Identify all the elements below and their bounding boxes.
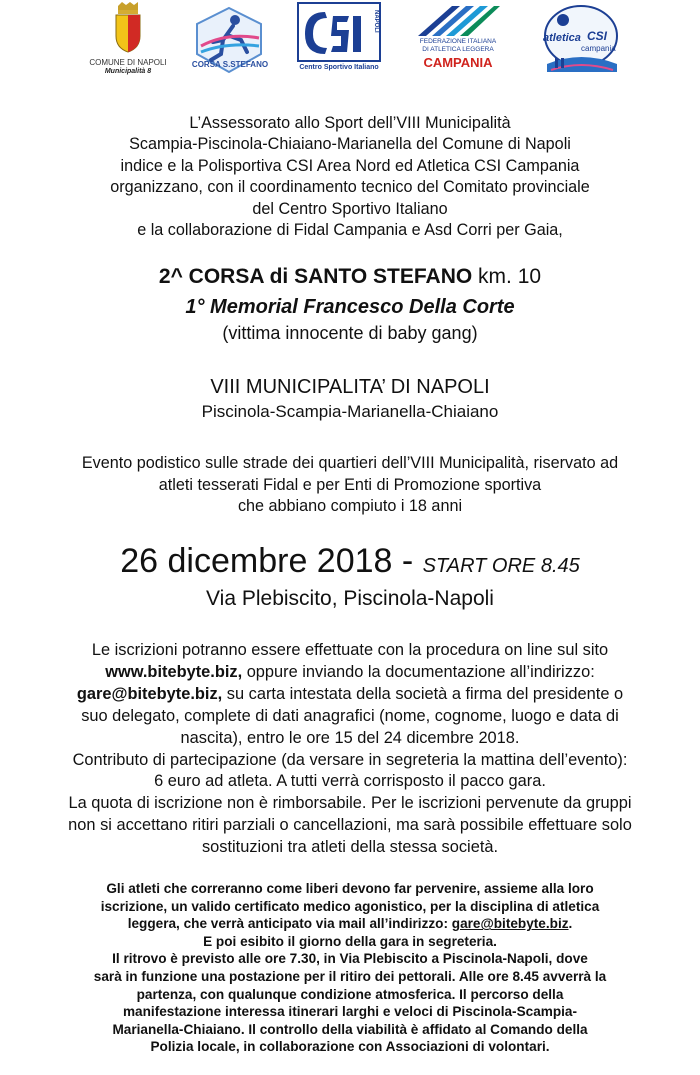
registration-line	[0, 684, 700, 706]
notes-line: partenza, con qualunque condizione atmosferica. Il percorso della	[136, 986, 564, 1002]
napoli-crest-icon	[88, 2, 168, 54]
intro-line: Scampia-Piscinola-Chiaiano-Marianella del Comune di Napoli	[129, 135, 571, 154]
notes-line: sarà in funzione una postazione per il ritiro dei pettorali. Alle ore 8.45 avverrà la	[93, 968, 607, 984]
notes-line: Polizia locale, in collaborazione con Associazioni di volontari.	[150, 1039, 550, 1055]
memorial-subtitle: (vittima innocente di baby gang)	[222, 323, 478, 343]
event-title	[0, 265, 700, 289]
csi-logo	[297, 2, 381, 78]
registration-line: non si accettano ritiri parziali o cancellazioni, ma sarà possibile effettuare solo	[68, 816, 632, 835]
fidal-campania-logo	[412, 2, 504, 78]
event-place: Via Plebiscito, Piscinola-Napoli	[206, 587, 494, 610]
intro-line: organizzano, con il coordinamento tecnico del Comitato provinciale	[110, 178, 590, 197]
corsa-santo-stefano-logo	[187, 2, 273, 78]
registration-line: Le iscrizioni potranno essere effettuate con la procedura on line sul sito	[91, 641, 609, 659]
notes-line	[0, 915, 700, 933]
event-line: atleti tesserati Fidal e per Enti di Promozione sportiva	[158, 475, 542, 494]
registration-text: oppure inviando la documentazione all’indirizzo:	[242, 662, 595, 681]
registration-line: suo delegato, complete di dati anagrafici (nome, cognome, luogo e data di	[81, 706, 619, 725]
event-date	[0, 540, 700, 587]
registration-text: su carta intestata della società a firma del presidente o	[222, 684, 624, 703]
notes-text: .	[568, 916, 573, 932]
fidal-line2: DI ATLETICA LEGGERA	[422, 46, 494, 53]
csi-side-label: NAPOLI	[373, 10, 379, 33]
notes-line: Gli atleti che correranno come liberi devono far pervenire, assieme alla loro	[106, 881, 594, 896]
intro-paragraph	[0, 113, 700, 241]
registration-line: Contributo di partecipazione (da versare in segreteria la mattina dell’evento):	[72, 750, 628, 769]
csi-caption: Centro Sportivo Italiano	[299, 64, 379, 71]
event-start-time: START ORE 8.45	[422, 555, 580, 577]
notes-line: E poi esibito il giorno della gara in segreteria.	[203, 933, 497, 949]
fidal-stripes-icon	[412, 2, 504, 38]
registration-line: La quota di iscrizione non è rimborsabile. Per le iscrizioni pervenute da gruppi	[68, 794, 632, 813]
comune-caption: COMUNE DI NAPOLI	[89, 58, 167, 67]
notes-line: iscrizione, un valido certificato medico agonistico, per la disciplina di atletica	[100, 898, 600, 914]
intro-line: L’Assessorato allo Sport dell’VIII Municipalità	[189, 114, 511, 132]
event-date-day: 26 dicembre 2018 -	[120, 542, 423, 580]
comune-napoli-logo	[88, 2, 168, 78]
memorial-title: 1° Memorial Francesco Della Corte	[185, 296, 515, 318]
event-title-main: 2^ CORSA di SANTO STEFANO	[158, 265, 473, 288]
notes-text: leggera, che verrà anticipato via mail all’indirizzo:	[127, 916, 452, 932]
event-line: Evento podistico sulle strade dei quartieri dell’VIII Municipalità, riservato ad	[81, 454, 619, 472]
municipality-heading: VIII MUNICIPALITA’ DI NAPOLI	[210, 376, 490, 398]
registration-line: nascita), entro le ore 15 del 24 dicembre 2018.	[180, 728, 520, 747]
logo-strip	[0, 0, 700, 82]
notes-line: manifestazione interessa itinerari larghi e veloci di Piscinola-Scampia-	[122, 1004, 578, 1020]
corsa-caption: CORSA S.STEFANO	[191, 60, 269, 69]
atletica-csi: CSI	[587, 29, 608, 43]
atletica-csi-campania-logo	[541, 2, 621, 78]
website-link[interactable]: www.bitebyte.biz,	[105, 662, 243, 681]
registration-line	[0, 662, 700, 684]
intro-line: e la collaborazione di Fidal Campania e Asd Corri per Gaia,	[137, 221, 563, 240]
notes-paragraph	[0, 880, 700, 1056]
fidal-region: CAMPANIA	[423, 55, 493, 70]
event-description	[0, 453, 700, 518]
fidal-line1: FEDERAZIONE ITALIANA	[419, 38, 497, 45]
registration-line: 6 euro ad atleta. A tutti verrà corrisposto il pacco gara.	[154, 772, 546, 791]
email-link[interactable]: gare@bitebyte.biz,	[76, 684, 223, 703]
registration-paragraph	[0, 640, 700, 859]
comune-municipality-caption: Municipalità 8	[104, 68, 152, 75]
intro-line: del Centro Sportivo Italiano	[252, 199, 448, 218]
atletica-name: atletica	[543, 32, 581, 44]
event-line: che abbiano compiuto i 18 anni	[237, 497, 463, 515]
intro-line: indice e la Polisportiva CSI Area Nord ed Atletica CSI Campania	[120, 156, 580, 175]
registration-line: sostituzioni tra atleti della stessa società.	[201, 838, 499, 857]
districts-line: Piscinola-Scampia-Marianella-Chiaiano	[201, 402, 499, 421]
notes-line: Il ritrovo è previsto alle ore 7.30, in Via Plebiscito a Piscinola-Napoli, dove	[112, 951, 588, 967]
atletica-region: campania	[581, 44, 616, 53]
event-distance: km. 10	[472, 265, 542, 288]
notes-email-link[interactable]: gare@bitebyte.biz	[451, 916, 569, 932]
notes-line: Marianella-Chiaiano. Il controllo della viabilità è affidato al Comando della	[112, 1021, 588, 1037]
